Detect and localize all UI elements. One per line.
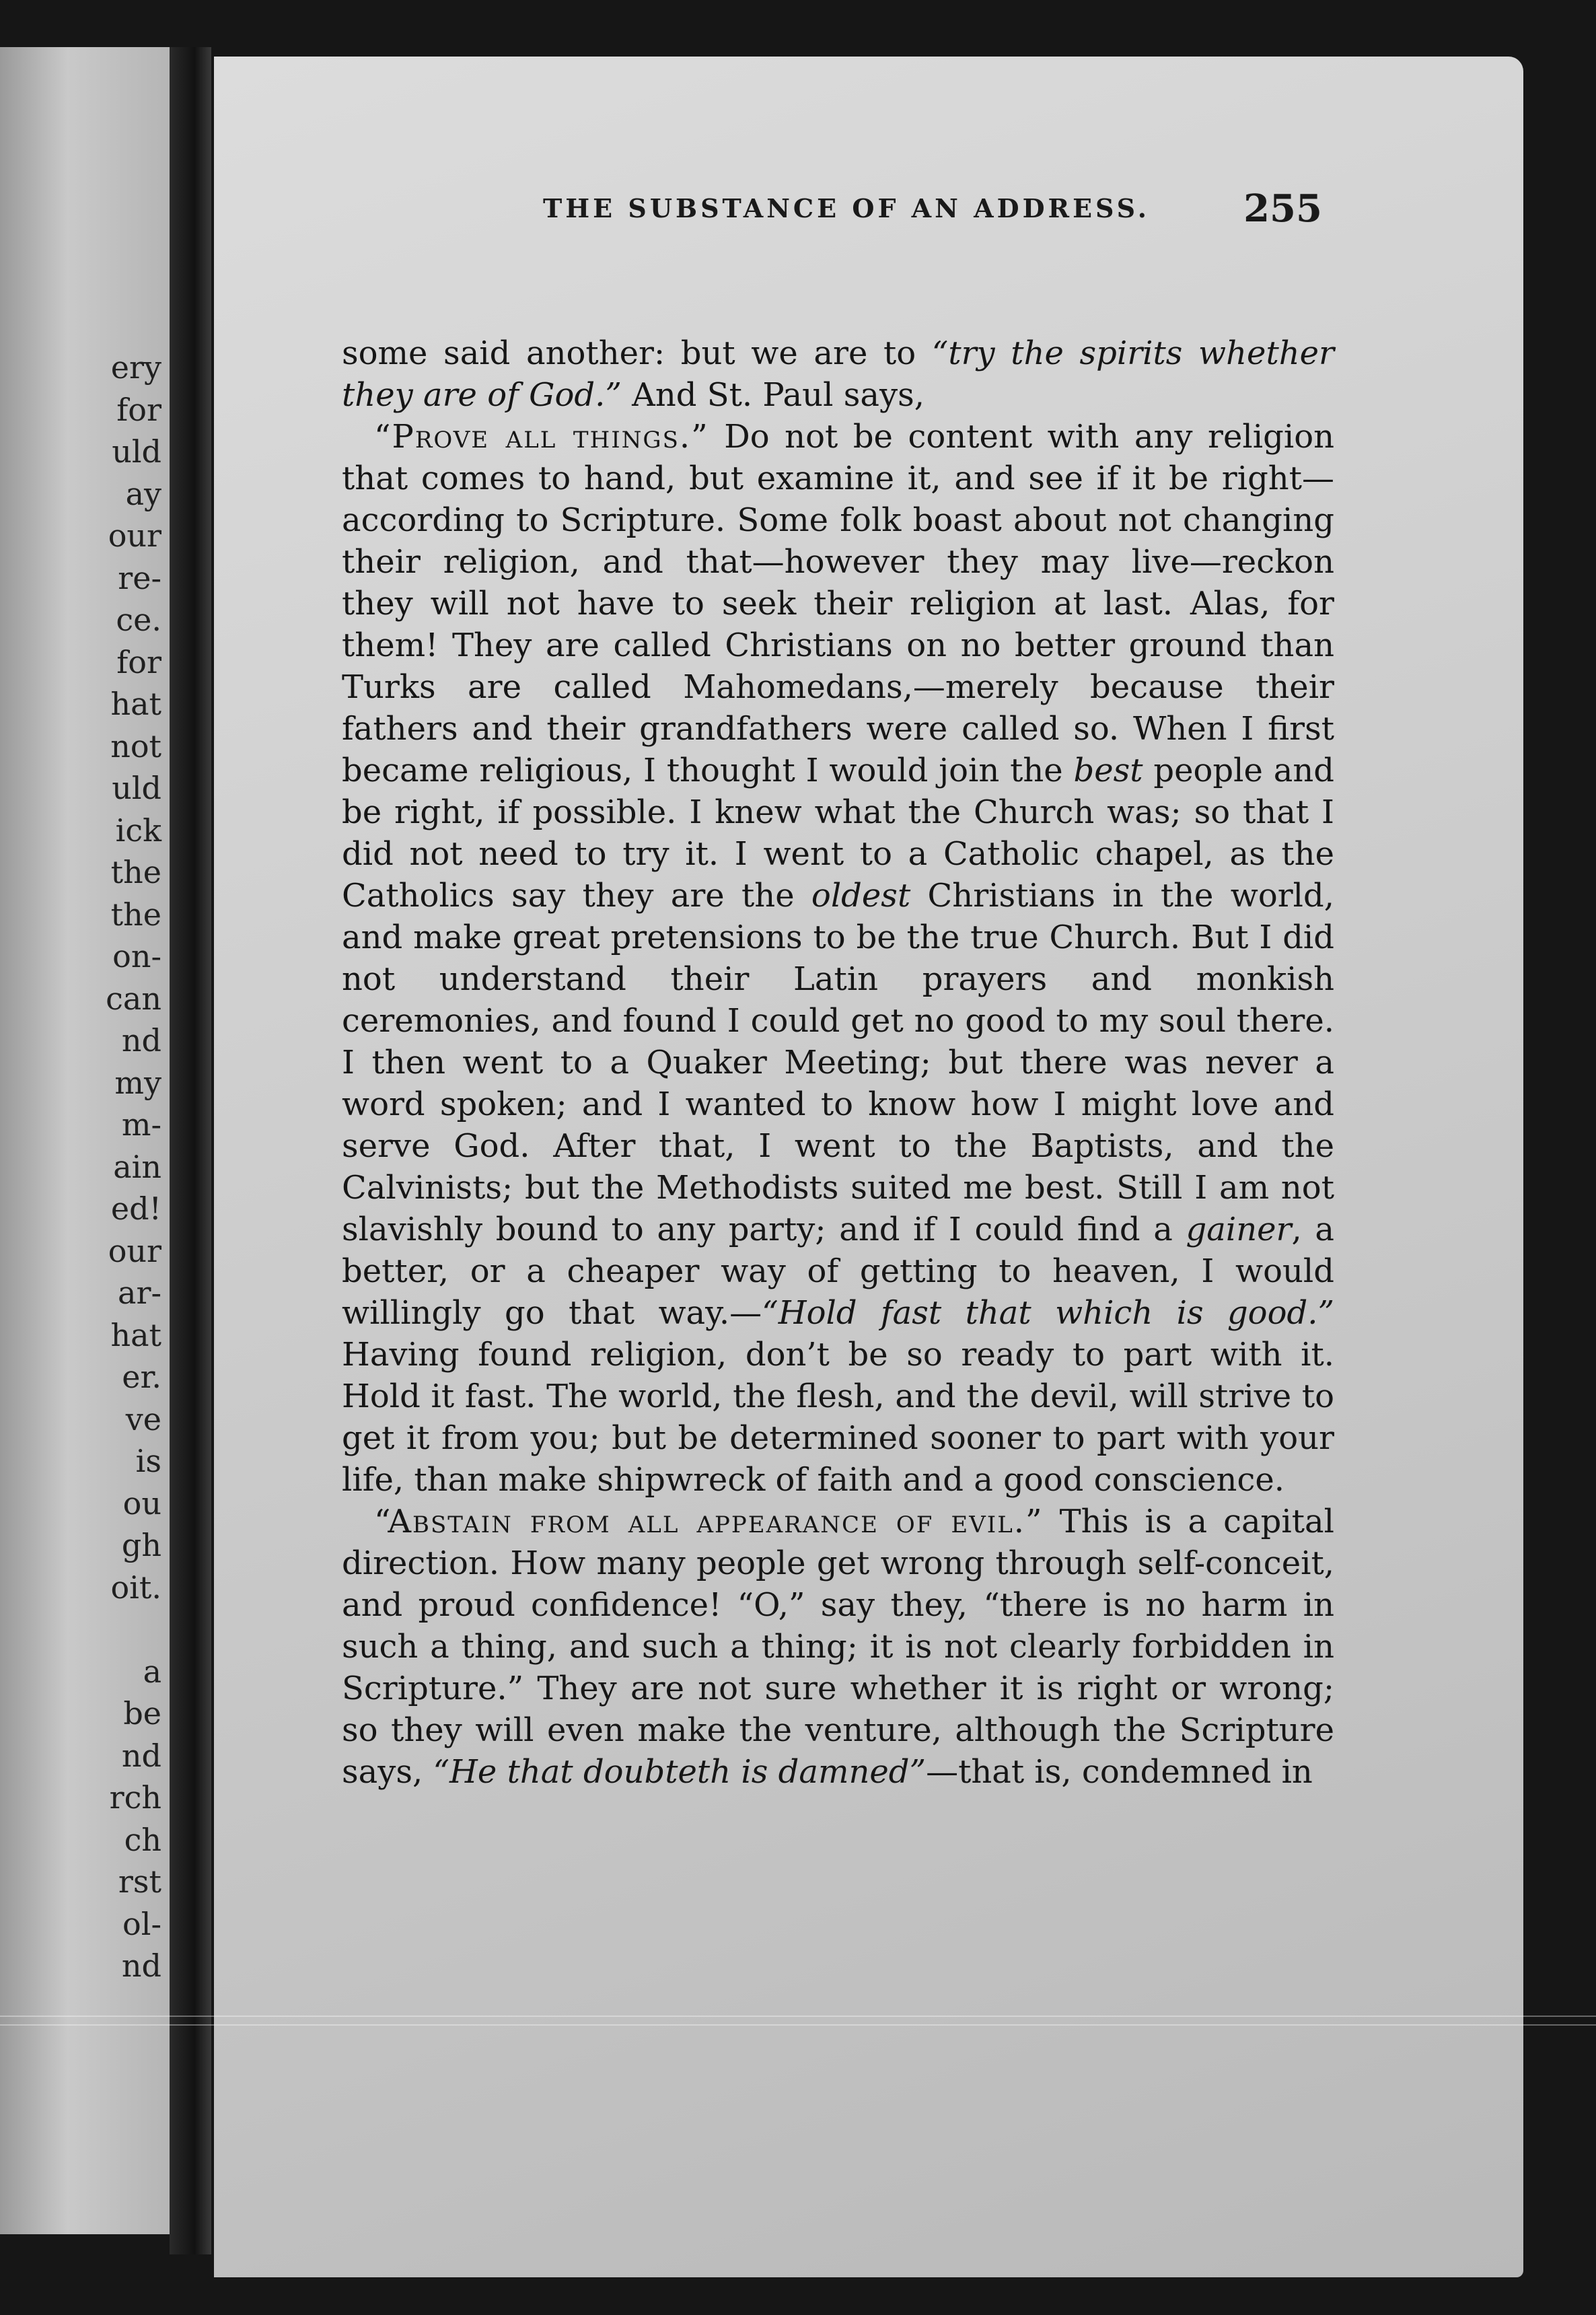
facing-page-fragment: the	[110, 896, 161, 933]
facing-page-fragment: ou	[122, 1485, 161, 1522]
facing-page-fragment: ery	[110, 349, 161, 386]
facing-page-fragment: re-	[118, 559, 161, 596]
facing-page-fragment: for	[116, 643, 161, 680]
facing-page-fragment: oit.	[110, 1569, 161, 1606]
text-run: —that is, condemned in	[926, 1753, 1313, 1791]
page-number: 255	[1243, 186, 1322, 231]
text-run: And St. Paul says,	[621, 376, 924, 414]
scripture-heading: “Abstain from all appearance of evil.”	[374, 1503, 1044, 1540]
text-run: some said another: but we are to	[342, 334, 932, 372]
facing-page-fragment: ain	[113, 1148, 161, 1185]
facing-page-fragment: our	[108, 1232, 161, 1269]
text-run: people and be right, if possible. I knew what the Church was; so that I did not need to try it. I went to a Catholic chapel, as the Catholics say they are the	[342, 752, 1335, 915]
facing-page-fragment: uld	[112, 433, 161, 470]
paragraph-1	[342, 332, 1334, 416]
emphasis: gainer	[1186, 1211, 1292, 1248]
text-run: , a better, or a cheaper way of getting to heaven, I would willingly go that way.—	[342, 1211, 1334, 1332]
facing-page-fragment: is	[135, 1443, 161, 1479]
facing-page-fragment: hat	[110, 1316, 161, 1353]
text-run: Christians in the world, and make great pretensions to be the true Church. But I did not understand their Latin prayers and monkish ceremonies, and found I could get no good to my soul there. I then went to a Quaker Meeting; but there was never a word spoken; and I wanted to know how I might love and serve God. After that, I went to the Baptists, and the Calvinists; but the Methodists suited me best. Still I am not slavishly bound to any party; and if I could find a	[342, 877, 1335, 1248]
facing-page-fragment: uld	[112, 770, 161, 806]
facing-page-fragment: ol-	[122, 1905, 161, 1942]
facing-page-fragment: our	[108, 518, 161, 554]
emphasis: best	[1073, 752, 1143, 789]
facing-page-fragment: ar-	[118, 1275, 161, 1311]
emphasis: oldest	[811, 877, 911, 915]
facing-page-fragment: rst	[118, 1863, 161, 1900]
facing-page-fragment: ce.	[116, 602, 161, 638]
book-gutter	[170, 47, 211, 2254]
facing-page-edge	[0, 47, 170, 2234]
paragraph-2	[342, 416, 1334, 1501]
facing-page-fragment: nd	[121, 1737, 161, 1774]
facing-page-fragment: the	[110, 854, 161, 890]
facing-page-fragment: my	[114, 1064, 161, 1101]
facing-page-fragment: on-	[112, 938, 161, 974]
quotation: “He that doubteth is damned”	[433, 1753, 927, 1791]
running-title: THE SUBSTANCE OF AN ADDRESS.	[543, 193, 1150, 223]
scripture-heading: “Prove all things.”	[374, 418, 709, 456]
facing-page-fragment: hat	[110, 686, 161, 722]
facing-page-fragment: can	[106, 980, 161, 1017]
facing-page-fragment: nd	[121, 1948, 161, 1984]
text-run: Do not be content with any religion that comes to hand, but examine it, and see if it be right—according to Scripture. Some folk boast about not changing their religion, and that—however they may live—reckon they will not have to seek their religion at last. Alas, for them! They are called Christians on no better ground than Turks are called Mahomedans,—merely because their fathers and their grandfathers were called so. When I first became religious, I thought I would join the	[342, 418, 1334, 789]
scan-artifact-line	[0, 2024, 1596, 2026]
text-run: This is a capital direction. How many people get wrong through self-conceit, and proud confidence! “O,” say they, “there is no harm in such a thing, and such a thing; it is not clearly forbidden in Scripture.” They are not sure whether it is right or wrong; so they will even make the venture, although the Scripture says,	[342, 1503, 1334, 1791]
facing-page-fragment: ick	[115, 812, 161, 849]
quotation: “try the spirits whether they are of God.”	[342, 334, 1334, 414]
body-text	[342, 332, 1334, 1793]
text-run: Having found religion, don’t be so ready to part with it. Hold it fast. The world, the flesh, and the devil, will strive to get it from you; but be determined sooner to part with your life, than make shipwreck of faith and a good conscience.	[342, 1336, 1334, 1499]
facing-page-fragment: ay	[125, 475, 161, 512]
facing-page-fragment: ed!	[110, 1190, 161, 1227]
facing-page-fragment: for	[116, 391, 161, 428]
facing-page-fragment: ch	[124, 1821, 161, 1858]
facing-page-fragment: ve	[125, 1400, 161, 1437]
page-header	[326, 174, 1322, 244]
paragraph-3	[342, 1501, 1334, 1793]
facing-page-fragment: er.	[122, 1359, 161, 1395]
facing-page-fragment: rch	[109, 1779, 161, 1816]
facing-page-fragment: nd	[121, 1022, 161, 1059]
quotation: “Hold fast that which is good.”	[762, 1294, 1335, 1332]
facing-page-fragment: m-	[121, 1106, 161, 1143]
facing-page-fragment: a	[143, 1653, 161, 1690]
scan-artifact-line	[0, 2016, 1596, 2017]
facing-page-fragment: not	[110, 727, 161, 764]
facing-page-fragment: gh	[121, 1527, 161, 1563]
facing-page-fragment: be	[123, 1695, 161, 1732]
